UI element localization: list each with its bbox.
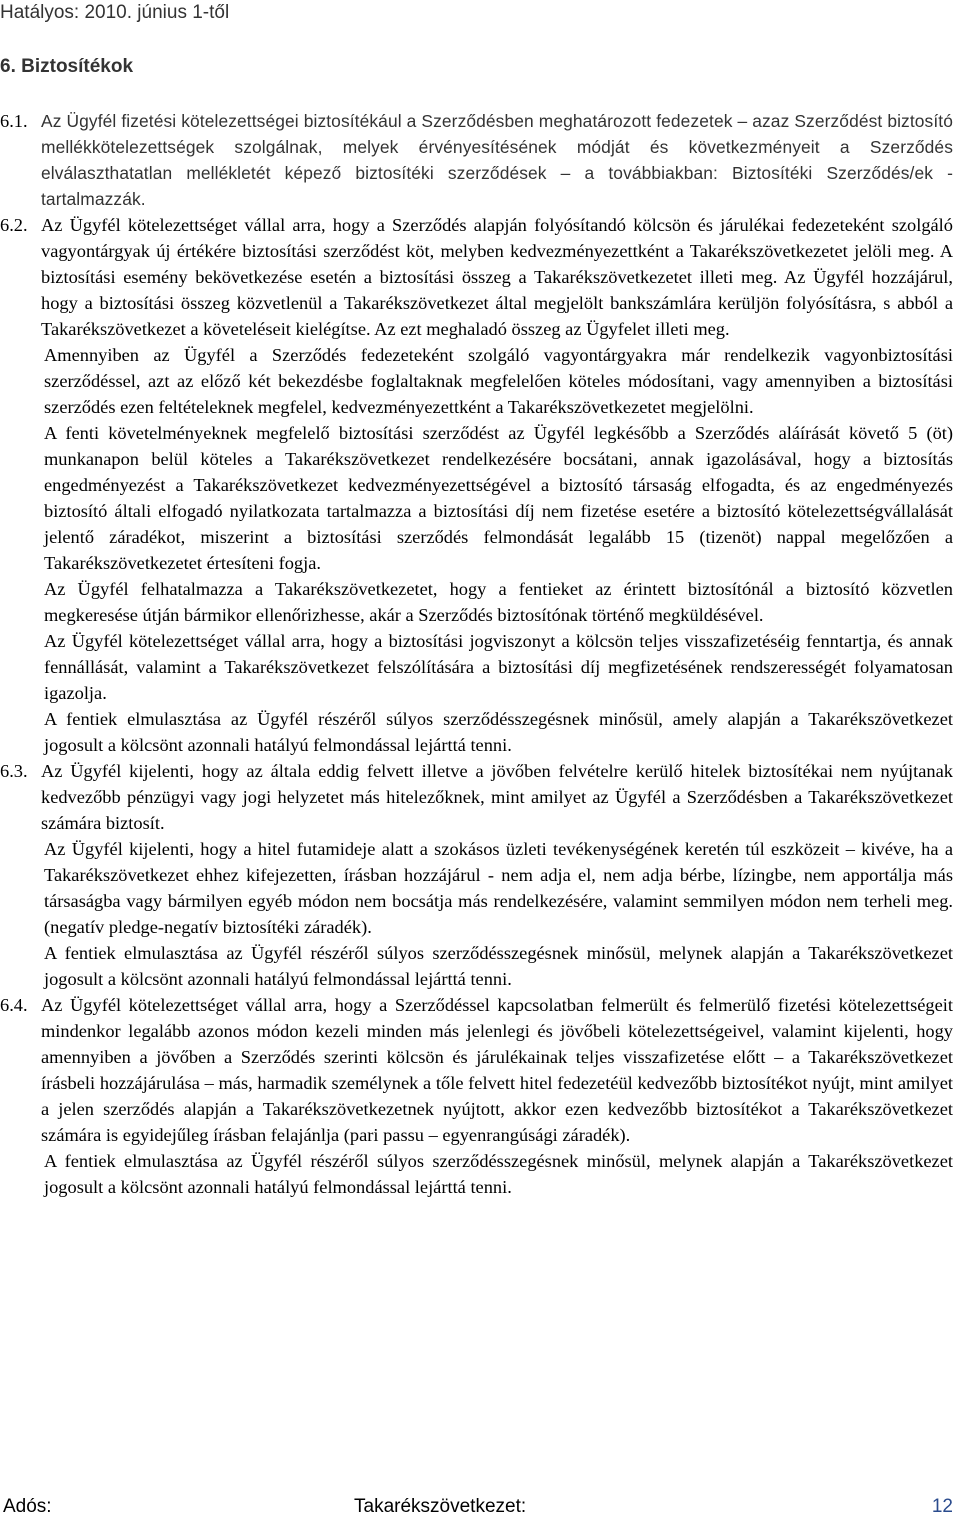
clause-6-4 xyxy=(0,992,953,1200)
clause-6-1 xyxy=(0,108,953,212)
document-body xyxy=(0,108,953,1200)
clause-paragraph: Az Ügyfél fizetési kötelezettségei biztosítékául a Szerződésben meghatározott fedezetek – azaz Szerződést biztosító mellékkötelezettségek szolgálnak, melyek érvényesítésének módját és következményeit a Szerződés elválaszthatatlan mellékletét képező biztosítéki szerződések – a továbbiakban: Biztosítéki Szerződés/ek - tartalmazzák. xyxy=(41,111,953,209)
clause-paragraph: Az Ügyfél kijelenti, hogy a hitel futamideje alatt a szokásos üzleti tevékenységének keretén túl eszközeit – kivéve, ha a Takarékszövetkezet ehhez kifejezetten, írásban hozzájárul - nem adja el, nem adja bérbe, lízingbe, nem apportálja más társaságba vagy bármilyen egyéb módon nem bocsátja más rendelkezésére, valamint semmilyen módon nem terheli meg. (negatív pledge-negatív biztosítéki záradék). xyxy=(44,839,953,937)
clause-6-2 xyxy=(0,212,953,758)
clause-number: 6.4. xyxy=(0,995,28,1015)
clause-number: 6.3. xyxy=(0,761,28,781)
section-title: 6. Biztosítékok xyxy=(0,56,134,77)
clause-paragraph: Az Ügyfél kijelenti, hogy az általa eddig felvett illetve a jövőben felvételre kerülő hitelek biztosítékai nem nyújtanak kedvezőbb pénzügyi vagy jogi helyzetet más hitelezőknek, mint amilyet az Ügyfél a Szerződésben a Takarékszövetkezet számára biztosít. xyxy=(41,761,953,833)
clause-6-3 xyxy=(0,758,953,992)
clause-paragraph: A fenti követelményeknek megfelelő biztosítási szerződést az Ügyfél legkésőbb a Szerződés aláírását követő 5 (öt) munkanapon belül köteles a Takarékszövetkezet rendelkezésére bocsátani, annak igazolásával, hogy a biztosítás engedményezést a Takarékszövetkezet kedvezményezettségével a biztosító társaság elfogadta, és az engedményezés biztosító általi elfogadó nyilatkozata tartalmazza a biztosítási díj nem fizetése esetére a biztosító kötelezettségvállalását jelentő záradékot, miszerint a biztosítási szerződés felmondását legalább 15 (tizenöt) nappal megelőzően a Takarékszövetkezetet értesíteni fogja. xyxy=(44,423,953,573)
header-validity-date: Hatályos: 2010. június 1-től xyxy=(0,2,230,23)
clause-paragraph: Amennyiben az Ügyfél a Szerződés fedezeteként szolgáló vagyontárgyakra már rendelkezik vagyonbiztosítási szerződéssel, azt az előző két bekezdésbe foglaltaknak megfelelően köteles módosítani, vagy amennyiben a biztosítási szerződés ezen feltételeknek megfelel, kedvezményezettként a Takarékszövetkezetet megjelölni. xyxy=(44,345,953,417)
clause-paragraph: A fentiek elmulasztása az Ügyfél részéről súlyos szerződésszegésnek minősül, amely alapján a Takarékszövetkezet jogosult a kölcsönt azonnali hatályú felmondással lejárttá tenni. xyxy=(44,709,953,755)
clause-paragraph: A fentiek elmulasztása az Ügyfél részéről súlyos szerződésszegésnek minősül, melynek alapján a Takarékszövetkezet jogosult a kölcsönt azonnali hatályú felmondással lejárttá tenni. xyxy=(44,943,953,989)
page-number: 12 xyxy=(931,1496,953,1517)
clause-number: 6.1. xyxy=(0,111,28,131)
page-footer xyxy=(0,1494,953,1520)
clause-paragraph: Az Ügyfél kötelezettséget vállal arra, hogy a Szerződés alapján folyósítandó kölcsön és járulékai fedezeteként szolgáló vagyontárgyak új értékére biztosítási szerződést köt, melyben kedvezményezettként a Takarékszövetkezetet jelöli meg. A biztosítási esemény bekövetkezése esetén a biztosítási összeg a Takarékszövetkezetet illeti meg. Az Ügyfél hozzájárul, hogy a biztosítási összeg közvetlenül a Takarékszövetkezet által megjelölt bankszámlára kerüljön folyósításra, s abból a Takarékszövetkezet a követeléseit kielégítse. Az ezt meghaladó összeg az Ügyfelet illeti meg. xyxy=(41,215,953,339)
clause-paragraph: Az Ügyfél felhatalmazza a Takarékszövetkezetet, hogy a fentieket az érintett biztosítónál a biztosító közvetlen megkeresése útján bármikor ellenőrizhesse, akár a Szerződés biztosítónak történő megküldésével. xyxy=(44,579,953,625)
debtor-signature-label: Adós: xyxy=(3,1496,52,1517)
clause-number: 6.2. xyxy=(0,215,28,235)
cooperative-signature-label: Takarékszövetkezet: xyxy=(354,1496,527,1517)
clause-paragraph: Az Ügyfél kötelezettséget vállal arra, hogy a Szerződéssel kapcsolatban felmerült és felmerülő fizetési kötelezettségeit mindenkor legalább azonos módon kezeli minden más jelenlegi és jövőbeli kötelezettségeivel, valamint kijelenti, hogy amennyiben a jövőben a Szerződés szerinti kölcsön és járulékainak teljes visszafizetése előtt – a Takarékszövetkezet írásbeli hozzájárulása – más, harmadik személynek a tőle felvett hitel fedezetéül kedvezőbb biztosítékot nyújt, mint amilyet a jelen szerződés alapján a Takarékszövetkezetnek nyújtott, akkor ezen kedvezőbb biztosítékot a Takarékszövetkezet számára is egyidejűleg írásban felajánlja (pari passu – egyenrangúsági záradék). xyxy=(41,995,953,1145)
clause-paragraph: A fentiek elmulasztása az Ügyfél részéről súlyos szerződésszegésnek minősül, melynek alapján a Takarékszövetkezet jogosult a kölcsönt azonnali hatályú felmondással lejárttá tenni. xyxy=(44,1151,953,1197)
clause-paragraph: Az Ügyfél kötelezettséget vállal arra, hogy a biztosítási jogviszonyt a kölcsön teljes visszafizetéséig fenntartja, és annak fennállását, valamint a Takarékszövetkezet felszólítására a biztosítási díj megfizetésének rendszerességét folyamatosan igazolja. xyxy=(44,631,953,703)
